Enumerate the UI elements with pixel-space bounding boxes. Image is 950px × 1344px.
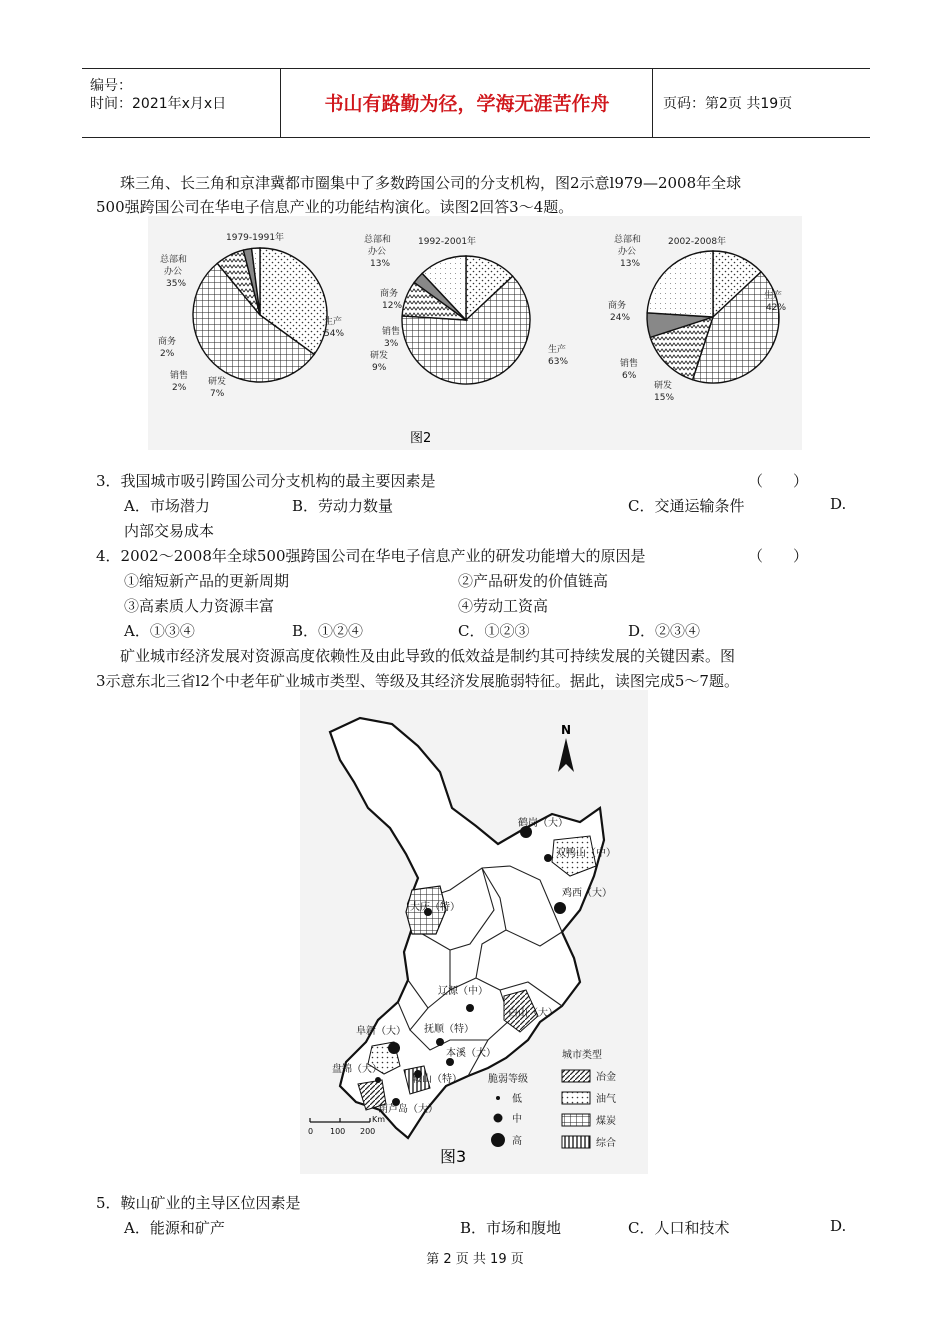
city-fushun: 抚顺（特） — [424, 1024, 474, 1035]
scale-unit: Km — [372, 1115, 386, 1124]
city-daqing: 大庆（特） — [410, 902, 460, 913]
city-huludao: 葫芦岛（大） — [378, 1104, 438, 1115]
fuxin-marker — [388, 1042, 400, 1054]
q3-option-d-text: 内部交易成本 — [124, 522, 215, 540]
pie1-label-biz: 商务 2% — [158, 337, 177, 359]
type-coal: 煤炭 — [596, 1116, 616, 1127]
q5-option-a: A．能源和矿产 — [124, 1219, 225, 1237]
q4-paren: （ ） — [748, 547, 809, 565]
q4-item-4: ④劳动工资高 — [458, 597, 549, 615]
city-fuxin: 阜新（大） — [356, 1026, 406, 1037]
legend-city-type — [562, 1048, 616, 1149]
pie1-label-rd: 研发 7% — [208, 377, 227, 399]
pie3-label-biz: 商务 24% — [608, 301, 631, 323]
q4-stem: 4．2002～2008年全球500强跨国公司在华电子信息产业的研发功能增大的原因是 — [96, 547, 646, 565]
figure2-caption: 图2 — [410, 431, 432, 446]
q4-option-d: D．②③④ — [628, 622, 701, 640]
q5-option-d: D. — [830, 1217, 847, 1235]
q4-item-2: ②产品研发的价值链高 — [458, 572, 609, 590]
q3-stem: 3．我国城市吸引跨国公司分支机构的最主要因素是 — [96, 472, 436, 490]
pie2-label-hq: 总部和办公 13% — [364, 235, 392, 269]
header-info-cell — [82, 69, 281, 137]
pie1-title: 1979-1991年 — [226, 233, 285, 243]
q3-option-b: B．劳动力数量 — [292, 497, 394, 515]
pie2-title: 1992-2001年 — [418, 237, 477, 247]
fushun-marker — [436, 1038, 444, 1046]
q4-item-3: ③高素质人力资源丰富 — [124, 597, 275, 615]
pie2-label-sales: 销售 3% — [382, 327, 401, 349]
fragility-high: 高 — [512, 1136, 522, 1147]
city-shuangyashan: 双鸭山（中） — [556, 848, 616, 859]
q3-paren: （ ） — [748, 472, 809, 490]
intro1-line1: 珠三角、长三角和京津冀都市圈集中了多数跨国公司的分支机构，图2示意l979—2008年全球 — [120, 174, 742, 192]
pie1-label-sales: 销售 2% — [170, 371, 189, 393]
city-liaoyuan: 辽源（中） — [438, 986, 488, 997]
q3-option-a: A．市场潜力 — [124, 497, 210, 515]
pie3-label-prod: 生产 42% — [764, 291, 787, 313]
motto: 书山有路勤为径，学海无涯苦作舟 — [282, 69, 653, 137]
city-hegang: 鹤岗（大） — [518, 818, 568, 829]
intro2-line2: 3示意东北三省l2个中老年矿业城市类型、等级及其经济发展脆弱特征。据此，读图完成5～7题。 — [96, 672, 739, 690]
number-label: 编号： — [90, 78, 132, 94]
pie3-slice-business — [647, 251, 713, 317]
city-baishan: 白山（大） — [508, 1008, 558, 1019]
pie1-label-hq: 总部和办公 35% — [160, 255, 188, 289]
q4-option-b: B．①②④ — [292, 622, 364, 640]
pie1-label-prod: 生产 54% — [324, 317, 345, 339]
city-panjin: 盘锦（大） — [332, 1064, 382, 1075]
page-footer: 第 2 页 共 19 页 — [426, 1252, 524, 1267]
legend-fragility — [488, 1072, 528, 1147]
scale-100: 100 — [330, 1127, 346, 1136]
jixi-marker — [554, 902, 566, 914]
panjin-marker — [375, 1077, 381, 1083]
pie3-label-rd: 研发 15% — [654, 381, 675, 403]
pie3-label-sales: 销售 6% — [620, 359, 639, 381]
pie2-label-biz: 商务 12% — [380, 289, 403, 311]
north-label: N — [561, 723, 572, 737]
type-comprehensive: 综合 — [596, 1138, 616, 1149]
figure2-pies — [148, 216, 802, 450]
q5-stem: 5．鞍山矿业的主导区位因素是 — [96, 1194, 301, 1212]
q4-option-c: C．①②③ — [458, 622, 530, 640]
pie2-label-rd: 研发 9% — [370, 351, 389, 373]
q4-option-a: A．①③④ — [124, 622, 195, 640]
city-anshan: 鞍山（特） — [412, 1074, 462, 1085]
fragility-low: 低 — [512, 1094, 522, 1105]
q4-item-1: ①缩短新产品的更新周期 — [124, 572, 290, 590]
scale-0: 0 — [308, 1127, 314, 1136]
liaoyuan-marker — [466, 1004, 474, 1012]
figure3-caption: 图3 — [440, 1147, 467, 1166]
q5-option-c: C．人口和技术 — [628, 1219, 730, 1237]
shuangyashan-marker — [544, 854, 552, 862]
scale-200: 200 — [360, 1127, 376, 1136]
intro2-line1: 矿业城市经济发展对资源高度依赖性及由此导致的低效益是制约其可持续发展的关键因素。图 — [120, 647, 736, 665]
type-oil-gas: 油气 — [596, 1094, 616, 1105]
figure3-map — [300, 690, 648, 1174]
q5-option-b: B．市场和腹地 — [460, 1219, 562, 1237]
page-number-label: 页码：第2页 共19页 — [663, 96, 793, 112]
city-jixi: 鸡西（大） — [562, 888, 612, 899]
pie2-label-prod: 生产 63% — [548, 345, 569, 367]
legend-fragility-title: 脆弱等级 — [488, 1074, 528, 1085]
pie3-label-hq: 总部和办公 13% — [614, 235, 642, 269]
figure2 — [148, 216, 802, 450]
legend-type-title: 城市类型 — [562, 1050, 602, 1061]
benxi-marker — [446, 1058, 454, 1066]
intro1-line2: 500强跨国公司在华电子信息产业的功能结构演化。读图2回答3～4题。 — [96, 198, 574, 216]
q3-option-c: C．交通运输条件 — [628, 497, 745, 515]
city-benxi: 本溪（大） — [446, 1048, 496, 1059]
date-label: 时间：2021年x月x日 — [90, 96, 227, 112]
north-arrow-icon — [558, 723, 574, 772]
scale-bar — [308, 1115, 385, 1136]
fragility-mid: 中 — [512, 1114, 522, 1125]
figure3-svg — [300, 690, 648, 1174]
pie3-title: 2002-2008年 — [668, 237, 727, 247]
q3-option-d: D. — [830, 495, 847, 513]
type-metallurgy: 冶金 — [596, 1072, 616, 1083]
page-header — [82, 68, 870, 138]
